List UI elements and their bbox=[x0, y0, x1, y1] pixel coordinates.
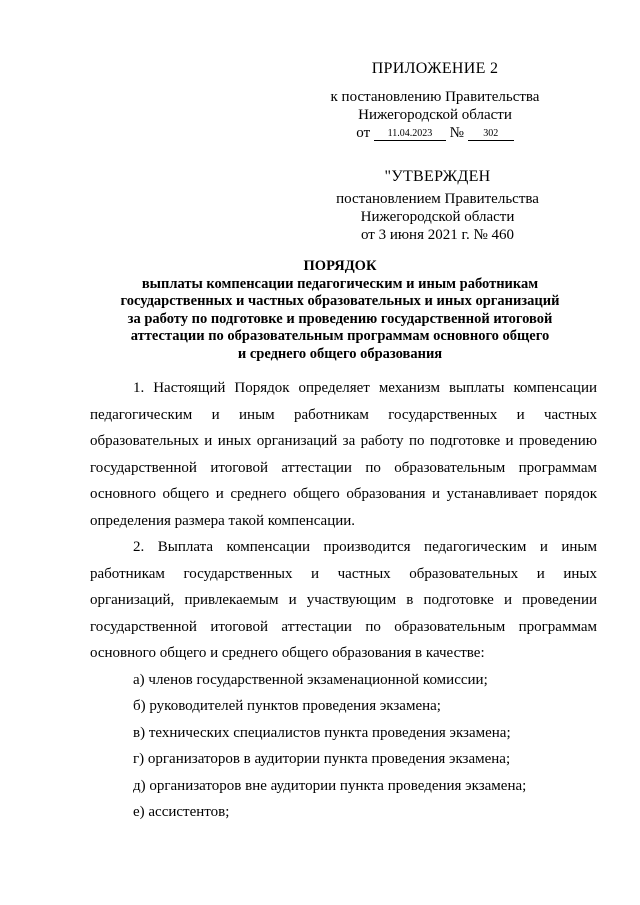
title-heading: ПОРЯДОК bbox=[303, 258, 377, 274]
number-sign: № bbox=[449, 125, 464, 141]
text-line: основного общего и среднего общего образования в качестве: bbox=[90, 645, 485, 661]
title-line: за работу по подготовке и проведению государственной итоговой bbox=[127, 310, 553, 327]
list-item: в) технических специалистов пункта проведения экзамена; bbox=[133, 724, 511, 741]
document-title bbox=[90, 258, 590, 363]
paragraph-1 bbox=[90, 375, 597, 534]
text-line: образовательных и иных организаций за работу по подготовке и проведению bbox=[90, 433, 597, 449]
text-line: 2. Выплата компенсации производится педагогическим и иным bbox=[133, 539, 597, 555]
appendix-line-1: к постановлению Правительства bbox=[330, 89, 540, 105]
approved-line-2: Нижегородской области bbox=[360, 209, 515, 225]
text-line: определения размера такой компенсации. bbox=[90, 512, 356, 529]
text-line: педагогическим и иным работникам государственных и частных bbox=[90, 406, 597, 423]
title-line: государственных и частных образовательных и иных организаций bbox=[120, 293, 560, 309]
text-line: государственной итоговой аттестации по образовательным программам bbox=[90, 459, 597, 476]
approved-title: "УТВЕРЖДЕН bbox=[384, 168, 491, 185]
role-list bbox=[90, 667, 597, 826]
list-item: а) членов государственной экзаменационной комиссии; bbox=[133, 671, 488, 688]
approved-line-3: от 3 июня 2021 г. № 460 bbox=[360, 227, 515, 243]
number-value: 302 bbox=[468, 128, 514, 141]
title-line: выплаты компенсации педагогическим и иным работникам bbox=[141, 275, 539, 292]
list-item: д) организаторов вне аудитории пункта проведения экзамена; bbox=[133, 777, 527, 794]
text-line: работникам государственных и частных образовательных и иных bbox=[90, 565, 597, 582]
title-line: аттестации по образовательным программам основного общего bbox=[130, 328, 550, 344]
text-line: основного общего и среднего общего образования и устанавливает порядок bbox=[90, 486, 597, 502]
appendix-date-line bbox=[330, 124, 540, 142]
list-item: е) ассистентов; bbox=[133, 804, 230, 820]
list-item: г) организаторов в аудитории пункта проведения экзамена; bbox=[133, 751, 511, 767]
date-value: 11.04.2023 bbox=[374, 128, 446, 141]
title-line: и среднего общего образования bbox=[237, 345, 443, 362]
appendix-title: ПРИЛОЖЕНИЕ 2 bbox=[371, 60, 499, 77]
list-item: б) руководителей пунктов проведения экзамена; bbox=[133, 698, 441, 714]
paragraph-2 bbox=[90, 534, 597, 667]
approved-line-1: постановлением Правительства bbox=[336, 191, 539, 207]
text-line: организаций, привлекаемым и участвующим в подготовке и проведении bbox=[90, 592, 597, 608]
appendix-line-2: Нижегородской области bbox=[358, 107, 512, 123]
text-line: 1. Настоящий Порядок определяет механизм выплаты компенсации bbox=[133, 380, 597, 396]
date-prefix: от bbox=[356, 125, 371, 141]
text-line: государственной итоговой аттестации по образовательным программам bbox=[90, 618, 597, 635]
document-body bbox=[90, 375, 597, 826]
